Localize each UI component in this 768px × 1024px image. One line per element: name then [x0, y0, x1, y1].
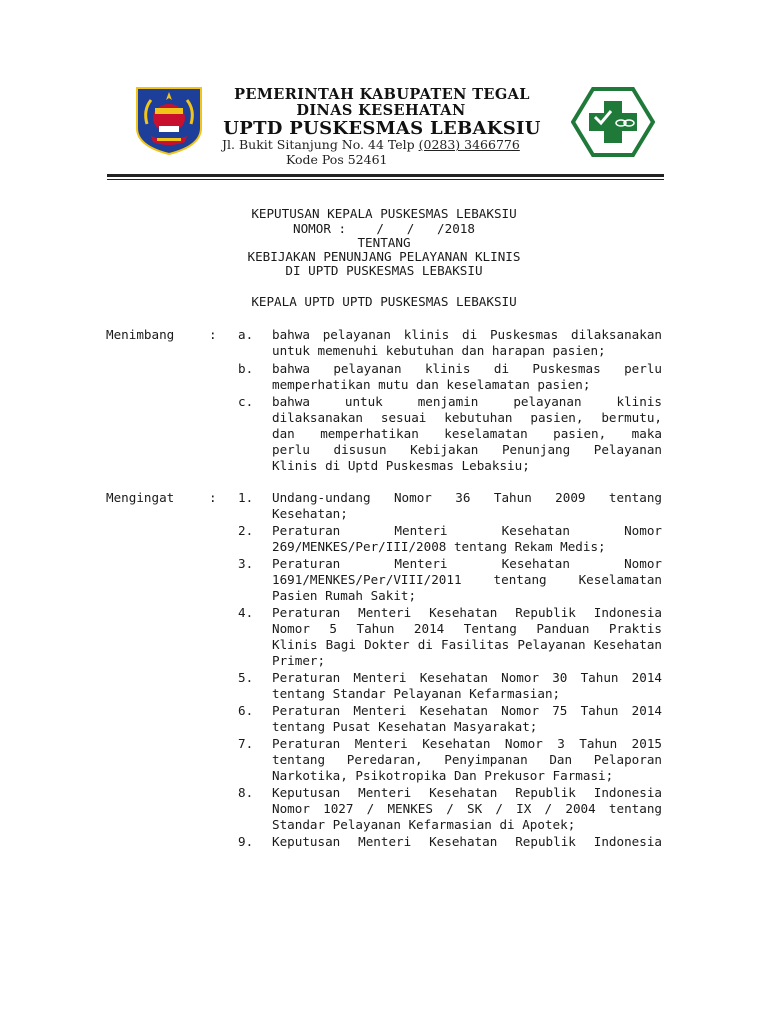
mengingat-8-line1: Keputusan Menteri Kesehatan Republik Indonesia: [272, 785, 662, 800]
menimbang-marker-c: c.: [238, 394, 254, 409]
mengingat-marker-6: 6.: [238, 703, 254, 718]
agency-name: PEMERINTAH KABUPATEN TEGAL: [234, 86, 530, 103]
decree-subject-location: DI UPTD PUSKESMAS LEBAKSIU: [285, 263, 483, 278]
mengingat-label: Mengingat: [106, 490, 175, 505]
mengingat-marker-9: 9.: [238, 834, 254, 849]
decree-tentang: TENTANG: [357, 235, 411, 250]
mengingat-4-line2: Nomor 5 Tahun 2014 Tentang Panduan Praktis: [272, 621, 662, 636]
issuing-official: KEPALA UPTD UPTD PUSKESMAS LEBAKSIU: [251, 294, 517, 309]
mengingat-1-line1: Undang-undang Nomor 36 Tahun 2009 tentang: [272, 490, 662, 505]
mengingat-marker-3: 3.: [238, 556, 254, 571]
mengingat-4-line3: Klinis Bagi Dokter di Fasilitas Pelayanan Kesehatan: [272, 637, 662, 652]
mengingat-3-line2: 1691/MENKES/Per/VIII/2011 tentang Keselamatan: [272, 572, 662, 587]
institution-name: UPTD PUSKESMAS LEBAKSIU: [223, 118, 541, 139]
menimbang-b-line1: bahwa pelayanan klinis di Puskesmas perlu: [272, 361, 662, 376]
mengingat-6-line2: tentang Pusat Kesehatan Masyarakat;: [272, 719, 538, 734]
menimbang-colon: :: [209, 327, 217, 342]
address-line: [222, 137, 520, 152]
menimbang-c-line4: perlu disusun Kebijakan Penunjang Pelayanan: [272, 442, 662, 457]
mengingat-2-line1: Peraturan Menteri Kesehatan Nomor: [272, 523, 662, 538]
menimbang-a-line2: untuk memenuhi kebutuhan dan harapan pasien;: [272, 343, 606, 358]
menimbang-c-line5: Klinis di Uptd Puskesmas Lebaksiu;: [272, 458, 530, 473]
postcode-line: Kode Pos 52461: [286, 152, 388, 167]
decree-subject: KEBIJAKAN PENUNJANG PELAYANAN KLINIS: [247, 249, 521, 264]
mengingat-1-line2: Kesehatan;: [272, 506, 348, 521]
mengingat-6-line1: Peraturan Menteri Kesehatan Nomor 75 Tahun 2014: [272, 703, 662, 718]
department-name: DINAS KESEHATAN: [296, 102, 466, 119]
letterhead-rule-thin: [107, 179, 664, 180]
mengingat-8-line3: Standar Pelayanan Kefarmasian di Apotek;: [272, 817, 576, 832]
menimbang-marker-a: a.: [238, 327, 254, 342]
mengingat-3-line1: Peraturan Menteri Kesehatan Nomor: [272, 556, 662, 571]
mengingat-marker-8: 8.: [238, 785, 254, 800]
mengingat-marker-7: 7.: [238, 736, 254, 751]
menimbang-b-line2: memperhatikan mutu dan keselamatan pasien;: [272, 377, 591, 392]
decree-number: NOMOR : / / /2018: [293, 221, 475, 236]
letterhead-rule-thick: [107, 174, 664, 177]
phone-number: (0283) 3466776: [418, 137, 520, 152]
mengingat-2-line2: 269/MENKES/Per/III/2008 tentang Rekam Medis;: [272, 539, 606, 554]
mengingat-marker-2: 2.: [238, 523, 254, 538]
mengingat-9-line1: Keputusan Menteri Kesehatan Republik Indonesia: [272, 834, 662, 849]
menimbang-a-line1: bahwa pelayanan klinis di Puskesmas dilaksanakan: [272, 327, 662, 342]
mengingat-marker-5: 5.: [238, 670, 254, 685]
mengingat-3-line3: Pasien Rumah Sakit;: [272, 588, 417, 603]
mengingat-colon: :: [209, 490, 217, 505]
puskesmas-cross-icon: [571, 87, 655, 157]
mengingat-7-line2: tentang Peredaran, Penyimpanan Dan Pelaporan: [272, 752, 662, 767]
mengingat-4-line4: Primer;: [272, 653, 326, 668]
mengingat-4-line1: Peraturan Menteri Kesehatan Republik Indonesia: [272, 605, 662, 620]
mengingat-8-line2: Nomor 1027 / MENKES / SK / IX / 2004 tentang: [272, 801, 662, 816]
menimbang-c-line3: dan memperhatikan keselamatan pasien, maka: [272, 426, 662, 441]
mengingat-marker-4: 4.: [238, 605, 254, 620]
mengingat-7-line1: Peraturan Menteri Kesehatan Nomor 3 Tahun 2015: [272, 736, 662, 751]
mengingat-7-line3: Narkotika, Psikotropika Dan Prekusor Farmasi;: [272, 768, 614, 783]
mengingat-5-line1: Peraturan Menteri Kesehatan Nomor 30 Tahun 2014: [272, 670, 662, 685]
address-text: Jl. Bukit Sitanjung No. 44 Telp: [222, 137, 419, 152]
mengingat-marker-1: 1.: [238, 490, 254, 505]
decree-title: KEPUTUSAN KEPALA PUSKESMAS LEBAKSIU: [251, 206, 517, 221]
menimbang-label: Menimbang: [106, 327, 175, 342]
menimbang-c-line1: bahwa untuk menjamin pelayanan klinis: [272, 394, 662, 409]
menimbang-c-line2: dilaksanakan sesuai kebutuhan pasien, bermutu,: [272, 410, 662, 425]
mengingat-5-line2: tentang Standar Pelayanan Kefarmasian;: [272, 686, 561, 701]
menimbang-marker-b: b.: [238, 361, 254, 376]
